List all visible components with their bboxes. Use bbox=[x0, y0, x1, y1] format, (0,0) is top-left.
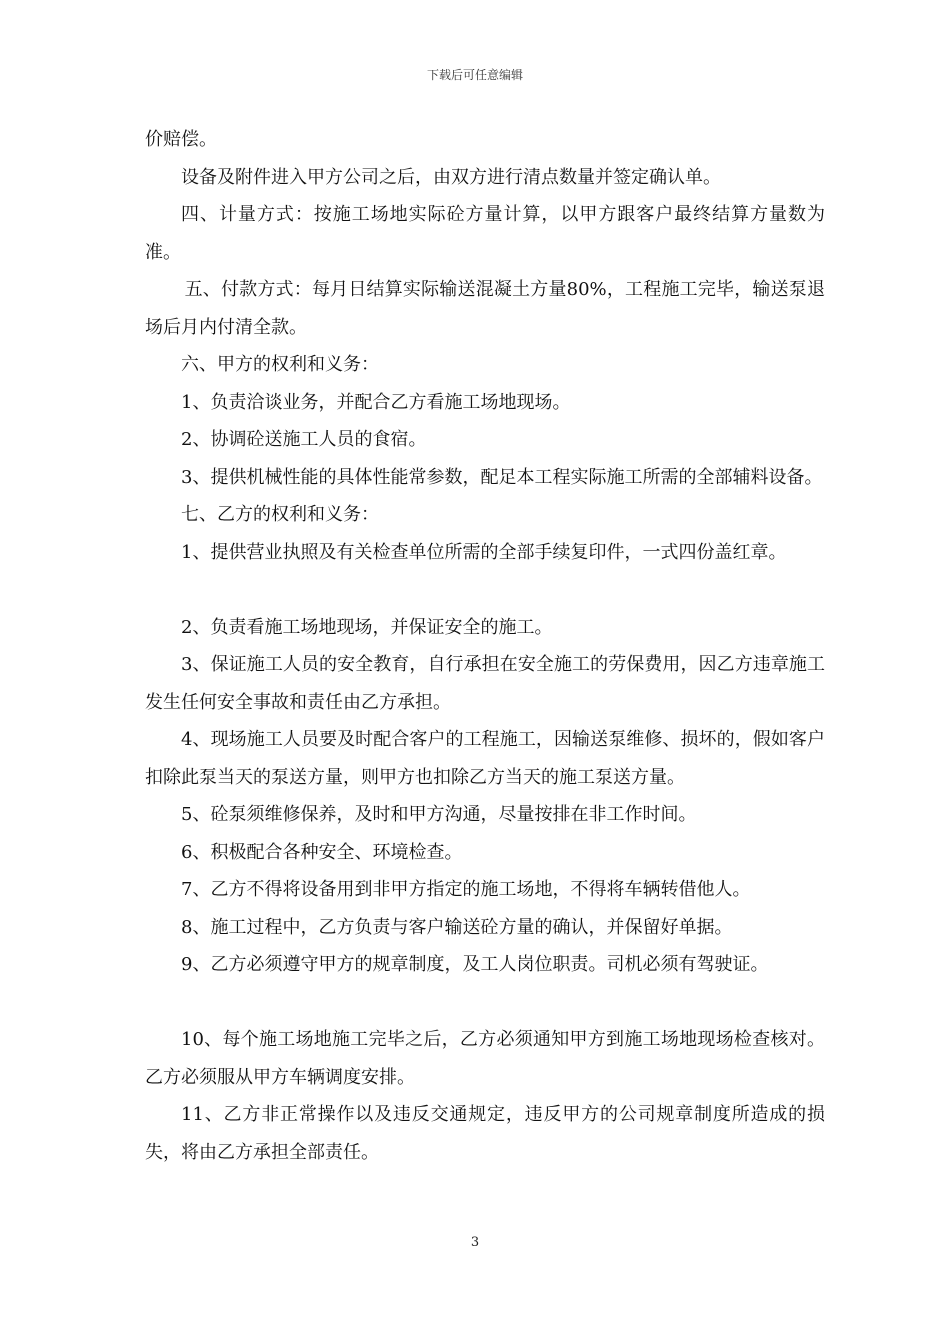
paragraph-measurement-method: 四、计量方式：按施工场地实际砼方量计算，以甲方跟客户最终结算方量数为准。 bbox=[145, 204, 825, 263]
list-item-party-b-7: 7、乙方不得将设备用到非甲方指定的施工场地，不得将车辆转借他人。 bbox=[181, 879, 751, 900]
heading-party-b-rights: 七、乙方的权利和义务： bbox=[181, 504, 379, 525]
list-item-party-b-4: 4、现场施工人员要及时配合客户的工程施工，因输送泵维修、损坏的，假如客户扣除此泵当天的泵送方量，则甲方也扣除乙方当天的施工泵送方量。 bbox=[145, 729, 825, 788]
page-number: 3 bbox=[470, 1235, 480, 1250]
paragraph-compensation-tail: 价赔偿。 bbox=[145, 129, 217, 150]
list-item-party-b-2: 2、负责看施工场地现场，并保证安全的施工。 bbox=[181, 616, 553, 638]
list-item-party-b-1: 1、提供营业执照及有关检查单位所需的全部手续复印件，一式四份盖红章。 bbox=[181, 541, 787, 563]
list-item-party-b-6: 6、积极配合各种安全、环境检查。 bbox=[181, 841, 463, 863]
list-item-party-b-3: 3、保证施工人员的安全教育，自行承担在安全施工的劳保费用，因乙方违章施工发生任何安全事故和责任由乙方承担。 bbox=[145, 654, 825, 713]
document-body bbox=[145, 121, 825, 1171]
list-item-party-a-2: 2、协调砼送施工人员的食宿。 bbox=[181, 429, 427, 450]
list-item-party-a-3: 3、提供机械性能的具体性能常参数，配足本工程实际施工所需的全部辅料设备。 bbox=[181, 466, 823, 488]
list-item-party-b-5: 5、砼泵须维修保养，及时和甲方沟通，尽量按排在非工作时间。 bbox=[181, 804, 697, 825]
list-item-party-a-1: 1、负责洽谈业务，并配合乙方看施工场地现场。 bbox=[181, 391, 571, 413]
list-item-party-b-9: 9、乙方必须遵守甲方的规章制度，及工人岗位职责。司机必须有驾驶证。 bbox=[181, 954, 769, 975]
paragraph-equipment-check: 设备及附件进入甲方公司之后，由双方进行清点数量并签定确认单。 bbox=[181, 166, 721, 188]
heading-party-a-rights: 六、甲方的权利和义务： bbox=[181, 354, 379, 375]
blank-line bbox=[145, 571, 825, 609]
blank-line bbox=[145, 984, 825, 1022]
list-item-party-b-8: 8、施工过程中，乙方负责与客户输送砼方量的确认，并保留好单据。 bbox=[181, 916, 733, 938]
paragraph-payment-method: 五、付款方式：每月日结算实际输送混凝土方量80%，工程施工完毕，输送泵退场后月内付清全款。 bbox=[145, 279, 825, 338]
page-header: 下载后可任意编辑 bbox=[426, 68, 523, 82]
list-item-party-b-10: 10、每个施工场地施工完毕之后，乙方必须通知甲方到施工场地现场检查核对。乙方必须服从甲方车辆调度安排。 bbox=[145, 1029, 825, 1088]
list-item-party-b-11: 11、乙方非正常操作以及违反交通规定，违反甲方的公司规章制度所造成的损失，将由乙方承担全部责任。 bbox=[145, 1104, 825, 1163]
